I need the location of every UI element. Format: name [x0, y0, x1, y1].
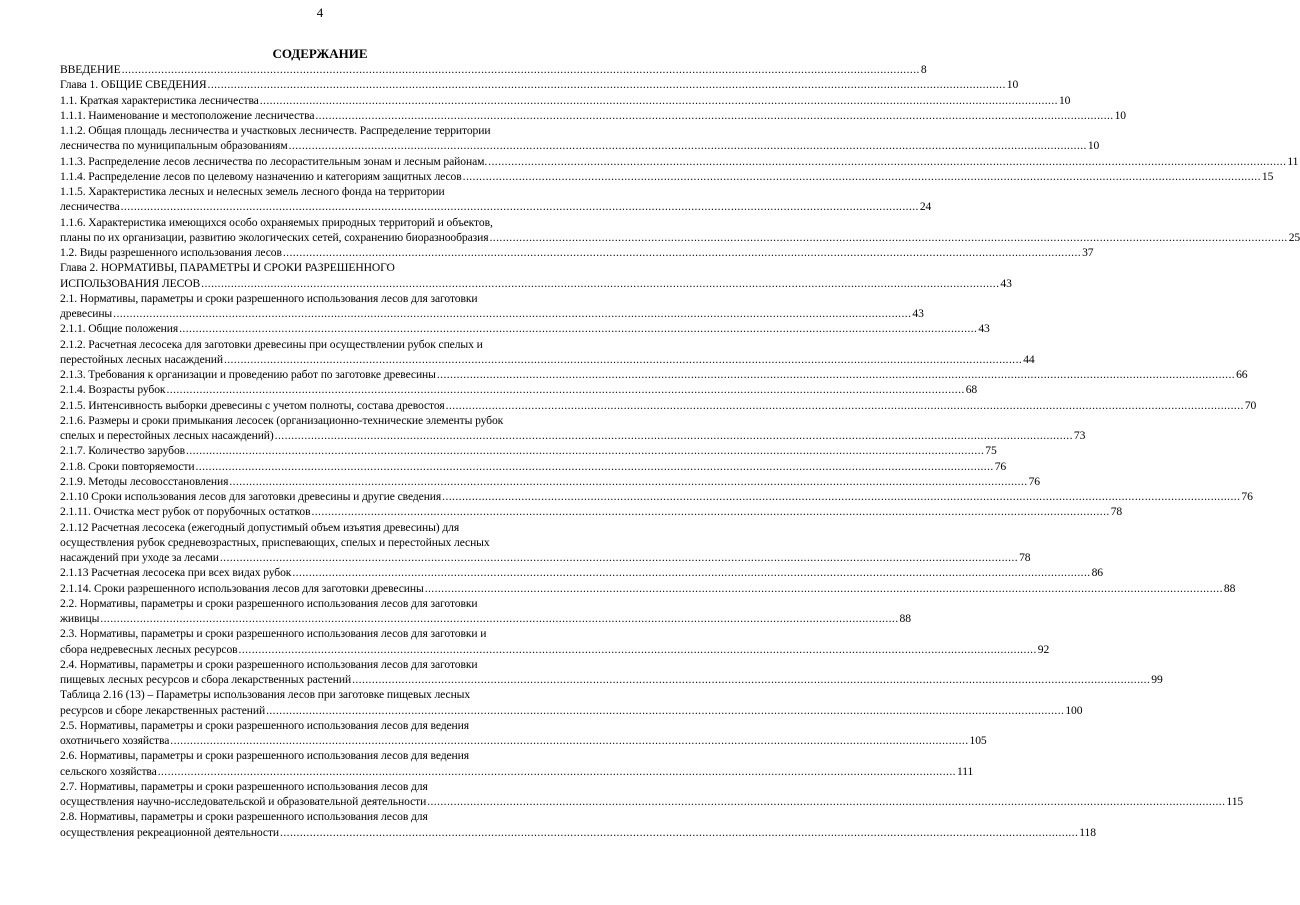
toc-page-number: 78 — [1110, 505, 1123, 519]
dot-leader — [289, 138, 1087, 153]
toc-page-number: 10 — [1006, 78, 1019, 92]
toc-entry-text: 2.7. Нормативы, параметры и сроки разрешенного использования лесов для — [60, 779, 428, 793]
toc-entry-text: планы по их организации, развитию экологических сетей, сохранению биоразнообразия — [60, 230, 489, 244]
toc-entry[interactable] — [60, 459, 1007, 474]
toc-page-number: 88 — [899, 612, 911, 625]
toc-entry-text: 1.1.4. Распределение лесов по целевому назначению и категориям защитных лесов — [60, 169, 462, 183]
toc-page-number: 76 — [1241, 490, 1253, 503]
toc-entry[interactable] — [60, 718, 987, 749]
toc-entry-text: 2.1.10 Сроки использования лесов для заготовки древесины и другие сведения — [60, 490, 442, 503]
toc-entry[interactable] — [60, 398, 1257, 413]
toc-entry-text: 2.1.6. Размеры и сроки примыкания лесосек (организационно-технические элементы рубок — [60, 413, 504, 427]
dot-leader — [220, 550, 1018, 565]
toc-entry-text: 1.1. Краткая характеристика лесничества — [60, 93, 259, 107]
toc-entry[interactable] — [60, 77, 1019, 92]
toc-entry-text: охотничьего хозяйства — [60, 734, 170, 747]
dot-leader — [186, 443, 984, 458]
dot-leader — [280, 825, 1078, 840]
toc-entry-text: 2.1.1. Общие положения — [60, 322, 179, 336]
toc-entry-text: осуществления рубок средневозрастных, приспевающих, спелых и перестойных лесных — [60, 535, 490, 549]
toc-entry[interactable] — [60, 504, 1123, 519]
toc-entry[interactable] — [60, 321, 990, 336]
toc-entry-text: лесничества — [60, 200, 120, 214]
toc-page-number: 10 — [1087, 139, 1100, 153]
toc-page-number: 10 — [1114, 108, 1127, 122]
toc-entry-text: перестойных лесных насаждений — [60, 352, 223, 366]
toc-entry[interactable] — [60, 123, 1100, 154]
toc-entry[interactable] — [60, 413, 1086, 444]
toc-entry-text: живицы — [60, 612, 100, 625]
toc-page-number: 92 — [1037, 642, 1050, 656]
toc-entry-text: 1.2. Виды разрешенного использования лесов — [60, 246, 282, 259]
toc-entry[interactable] — [60, 596, 911, 627]
toc-entry[interactable] — [60, 291, 924, 322]
toc-entry[interactable] — [60, 154, 1299, 169]
toc-entry[interactable] — [60, 657, 1163, 688]
toc-entry[interactable] — [60, 581, 1236, 596]
toc-entry[interactable] — [60, 215, 1300, 246]
toc-entry-text: 1.1.6. Характеристика имеющихся особо охраняемых природных территорий и объектов, — [60, 215, 493, 229]
toc-page-number: 111 — [956, 764, 974, 778]
toc-entry-text: Таблица 2.16 (13) – Параметры использования лесов при заготовке пищевых лесных — [60, 688, 471, 702]
toc-page-number: 100 — [1065, 703, 1083, 717]
toc-page-number: 70 — [1244, 398, 1257, 412]
dot-leader — [463, 169, 1261, 184]
toc-page-number: 115 — [1226, 795, 1244, 808]
toc-entry[interactable] — [60, 489, 1253, 504]
toc-entry-text: 2.1.14. Сроки разрешенного использования лесов для заготовки древесины — [60, 581, 424, 595]
toc-entry-text: ИСПОЛЬЗОВАНИЯ ЛЕСОВ — [60, 276, 201, 290]
toc-entry-text: осуществления научно-исследовательской и образовательной деятельности — [60, 795, 427, 808]
dot-leader — [437, 367, 1235, 382]
dot-leader — [311, 504, 1109, 519]
toc-page-number: 73 — [1073, 429, 1086, 442]
toc-page-number: 76 — [1028, 474, 1040, 488]
toc-entry[interactable] — [60, 779, 1244, 810]
toc-page-number: 15 — [1261, 169, 1274, 183]
toc-page-number: 75 — [985, 444, 997, 458]
toc-entry-text: 2.1.11. Очистка мест рубок от порубочных остатков — [60, 505, 311, 519]
toc-page-number: 10 — [1058, 93, 1071, 107]
toc-entry-text: древесины — [60, 307, 113, 320]
toc-entry[interactable] — [60, 626, 1050, 657]
toc-entry[interactable] — [60, 184, 932, 215]
toc-page-number: 78 — [1019, 551, 1031, 564]
toc-page-number: 66 — [1236, 368, 1248, 381]
toc-entry-text: осуществления рекреационной деятельности — [60, 825, 280, 839]
dot-leader — [179, 321, 977, 336]
toc-page-number: 25 — [1288, 230, 1300, 244]
toc-entry-text: ресурсов и сборе лекарственных растений — [60, 703, 266, 717]
dot-leader — [224, 352, 1022, 367]
dot-leader — [488, 154, 1286, 169]
toc-entry-text: 2.1.5. Интенсивность выборки древесины с учетом полноты, состава древостоя — [60, 398, 445, 412]
toc-entry[interactable] — [60, 367, 1248, 382]
toc-page-number: 86 — [1091, 566, 1103, 580]
toc-entry-text: 2.3. Нормативы, параметры и сроки разрешенного использования лесов для заготовки и — [60, 627, 487, 641]
toc-page-number: 43 — [978, 322, 990, 336]
dot-leader — [122, 62, 920, 77]
dot-leader — [170, 733, 968, 748]
toc-title: СОДЕРЖАНИЕ — [272, 46, 368, 61]
dot-leader — [100, 611, 898, 626]
toc-page-number: 44 — [1023, 352, 1035, 366]
dot-leader — [208, 77, 1006, 92]
toc-entry-text: насаждений при уходе за лесами — [60, 551, 219, 564]
toc-entry[interactable] — [60, 108, 1127, 123]
toc-page-number: 68 — [965, 383, 978, 397]
toc-entry-text: 2.1.13 Расчетная лесосека при всех видах рубок — [60, 566, 292, 580]
toc-entry[interactable] — [60, 474, 1040, 489]
dot-leader — [352, 672, 1150, 687]
dot-leader — [275, 428, 1073, 443]
dot-leader — [158, 764, 956, 779]
toc-entry-text: 2.5. Нормативы, параметры и сроки разрешенного использования лесов для ведения — [60, 718, 469, 732]
dot-leader — [166, 382, 964, 397]
toc-entry-text: Глава 2. НОРМАТИВЫ, ПАРАМЕТРЫ И СРОКИ РАЗРЕШЕННОГО — [60, 261, 395, 275]
toc-entry-text: лесничества по муниципальным образованиям — [60, 139, 288, 153]
toc-page-number: 76 — [994, 459, 1007, 473]
toc-entry[interactable] — [60, 520, 1031, 566]
toc-entry-text: 2.1.3. Требования к организации и проведению работ по заготовке древесины — [60, 368, 436, 381]
toc-page-number: 43 — [1000, 276, 1012, 290]
toc-entry-text: 1.1.5. Характеристика лесных и нелесных земель лесного фонда на территории — [60, 185, 445, 198]
toc-page-number: 88 — [1223, 581, 1236, 595]
toc-entry[interactable] — [60, 382, 978, 397]
toc-page-number: 11 — [1287, 154, 1299, 168]
dot-leader — [266, 703, 1064, 718]
toc-entry[interactable] — [60, 687, 1083, 718]
page-number: 4 — [316, 5, 324, 20]
toc-entry-text: 2.8. Нормативы, параметры и сроки разрешенного использования лесов для — [60, 810, 428, 824]
toc-entry-text: 2.1. Нормативы, параметры и сроки разрешенного использования лесов для заготовки — [60, 291, 478, 305]
toc-page-number: 8 — [920, 63, 927, 76]
toc-entry[interactable] — [60, 245, 1094, 260]
toc-entry-text: 2.6. Нормативы, параметры и сроки разрешенного использования лесов для ведения — [60, 749, 469, 763]
toc-entry-text: ВВЕДЕНИЕ — [60, 63, 121, 76]
dot-leader — [229, 474, 1027, 489]
dot-leader — [427, 794, 1225, 809]
toc-page-number: 24 — [919, 200, 932, 214]
toc-entry[interactable] — [60, 748, 974, 779]
toc-entry-text: 2.1.8. Сроки повторяемости — [60, 459, 195, 473]
dot-leader — [425, 581, 1223, 596]
toc-entry-text: 2.1.7. Количество зарубов — [60, 444, 186, 458]
toc-entry[interactable] — [60, 443, 997, 458]
dot-leader — [113, 306, 911, 321]
toc-entry-text: 2.4. Нормативы, параметры и сроки разрешенного использования лесов для заготовки — [60, 657, 478, 671]
toc-entry-text: 1.1.1. Наименование и местоположение лесничества — [60, 108, 315, 122]
toc-page-number: 118 — [1079, 825, 1096, 839]
toc-entry-text: 2.2. Нормативы, параметры и сроки разрешенного использования лесов для заготовки — [60, 596, 478, 610]
toc-entry[interactable] — [60, 62, 927, 77]
toc-entry[interactable] — [60, 93, 1071, 108]
toc-entry-text: 2.1.12 Расчетная лесосека (ежегодный допустимый объем изъятия древесины) для — [60, 520, 460, 534]
dot-leader — [201, 276, 999, 291]
dot-leader — [446, 398, 1244, 413]
toc-entry[interactable] — [60, 337, 1035, 368]
toc-list — [60, 62, 1300, 840]
toc-entry-text: 1.1.3. Распределение лесов лесничества по лесорастительным зонам и лесным районам. — [60, 154, 488, 168]
toc-page-number: 105 — [969, 734, 987, 747]
toc-entry-text: 2.1.2. Расчетная лесосека для заготовки древесины при осуществлении рубок спелых и — [60, 337, 483, 351]
dot-leader — [260, 93, 1058, 108]
toc-entry-text: спелых и перестойных лесных насаждений) — [60, 429, 274, 442]
dot-leader — [315, 108, 1113, 123]
dot-leader — [239, 642, 1037, 657]
dot-leader — [195, 459, 993, 474]
dot-leader — [442, 489, 1240, 504]
dot-leader — [490, 230, 1288, 245]
dot-leader — [121, 199, 919, 214]
toc-entry-text: 1.1.2. Общая площадь лесничества и участковых лесничеств. Распределение территории — [60, 124, 491, 137]
toc-entry-text: пищевых лесных ресурсов и сбора лекарственных растений — [60, 673, 352, 686]
toc-entry-text: сбора недревесных лесных ресурсов — [60, 642, 238, 656]
toc-page-number: 37 — [1082, 246, 1094, 259]
toc-entry-text: 2.1.9. Методы лесовосстановления — [60, 474, 229, 488]
toc-entry-text: 2.1.4. Возрасты рубок — [60, 383, 166, 397]
toc-page-number: 99 — [1151, 673, 1163, 686]
dot-leader — [292, 565, 1090, 580]
toc-entry-text: сельского хозяйства — [60, 764, 157, 778]
dot-leader — [283, 245, 1081, 260]
toc-entry[interactable] — [60, 169, 1274, 184]
toc-entry[interactable] — [60, 565, 1103, 580]
toc-page-number: 43 — [912, 307, 924, 320]
toc-entry-text: Глава 1. ОБЩИЕ СВЕДЕНИЯ — [60, 78, 207, 92]
toc-entry[interactable] — [60, 260, 1012, 291]
toc-entry[interactable] — [60, 809, 1096, 840]
